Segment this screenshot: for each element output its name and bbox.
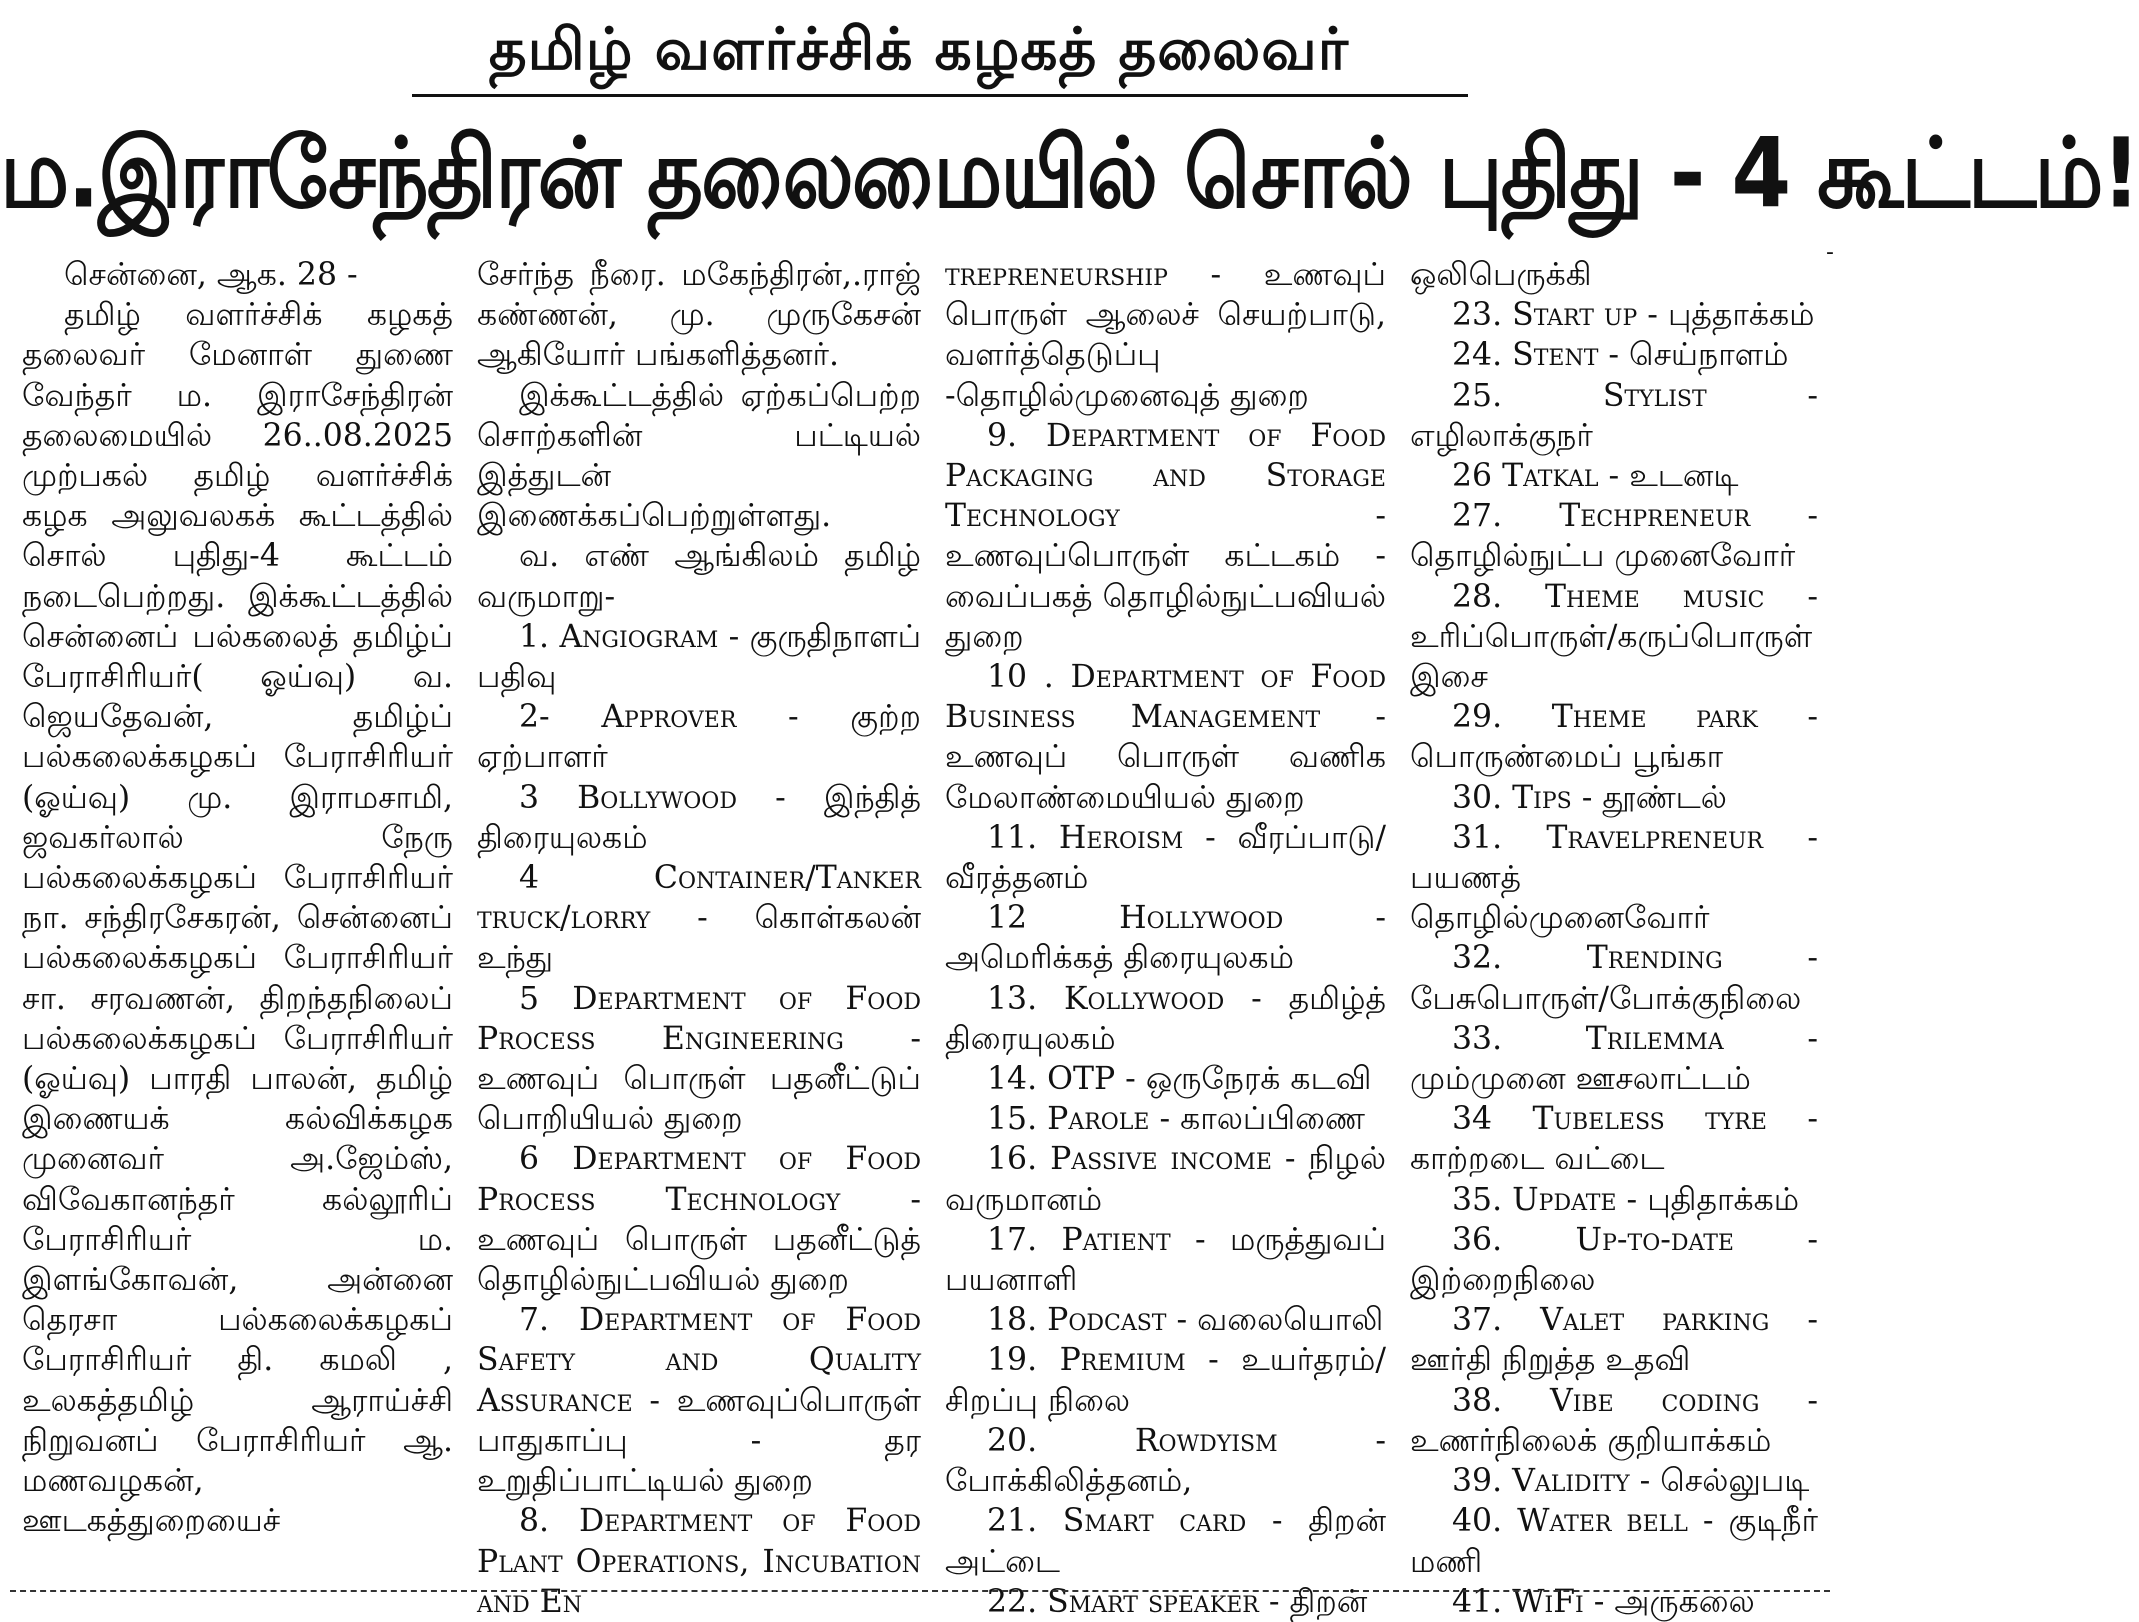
entry-tamil: உரிப்பொருள்/கருப்பொருள் இசை [1410, 618, 1813, 696]
entry-number: 9. [987, 417, 1018, 454]
entry-number: 19. [987, 1342, 1038, 1379]
entry-english: Stent [1512, 337, 1599, 374]
entry-number: 3 [519, 779, 540, 816]
entry-number: 18. [987, 1302, 1038, 1339]
entry-number: 27. [1452, 498, 1503, 535]
entry-english: Valet parking [1540, 1302, 1770, 1339]
list-entry: 38. Vibe coding - உணர்நிலைக் குறியாக்கம் [1410, 1382, 1819, 1459]
entry-tamil: காலப்பிணை [1180, 1101, 1365, 1138]
entry-tamil: தூண்டல் [1602, 779, 1727, 816]
entry-tamil: செல்லுபடி [1660, 1463, 1810, 1500]
paragraph-continuation: சேர்ந்த நீரை. மகேந்திரன்,.ராஜ் கண்ணன், மு. முருகேசன் ஆகியோர் பங்களித்தனர். [477, 257, 921, 374]
list-entry: 4 Container/Tanker truck/lorry - கொள்கலன் உந்து [477, 860, 921, 977]
entry-english: WiFi [1512, 1583, 1584, 1620]
entry-number: 39. [1452, 1463, 1503, 1500]
entry-tamil: பேசுபொருள்/போக்குநிலை [1410, 980, 1802, 1017]
entry-tamil: செய்நாளம் [1629, 337, 1789, 374]
entry-tamil: உணவுப் பொருள் பதனீட்டுத் தொழில்நுட்பவியல் துறை [477, 1221, 921, 1299]
list-entry-continuation: ஒலிபெருக்கி [1410, 257, 1592, 293]
list-entry: 25. Stylist - எழிலாக்குநர் [1410, 377, 1818, 454]
entry-english: Stylist [1602, 377, 1707, 414]
entry-number: 12 [987, 900, 1028, 937]
entry-number: 33. [1452, 1020, 1503, 1057]
entry-tamil: ஊர்தி நிறுத்த உதவி [1410, 1342, 1691, 1379]
list-entry: 27. Techpreneur - தொழில்நுட்ப முனைவோர் [1410, 498, 1818, 575]
entry-english: Rowdyism [1134, 1422, 1278, 1459]
entry-english: Trilemma [1585, 1020, 1724, 1057]
entry-english: Update [1512, 1181, 1617, 1218]
entry-english: Department of Food Plant Operations, Incubation and En [477, 1503, 921, 1620]
list-entry: 40. Water bell - குடிநீர் மணி [1410, 1503, 1818, 1580]
entry-number: 4 [519, 860, 540, 897]
entry-tamil: புதிதாக்கம் [1647, 1181, 1800, 1218]
list-entry: 37. Valet parking - ஊர்தி நிறுத்த உதவி [1410, 1302, 1818, 1379]
dateline: சென்னை, ஆக. 28 - [64, 257, 358, 293]
entry-tamil: உணவுப் பொருள் வணிக மேலாண்மையியல் துறை [945, 739, 1386, 816]
entry-number: 41. [1452, 1583, 1503, 1620]
entry-tamil: நிழல் வருமானம் [945, 1141, 1387, 1218]
entry-english: trepreneurship [945, 257, 1168, 293]
entry-number: 21. [987, 1503, 1038, 1540]
entry-number: 32. [1452, 940, 1503, 977]
column-1 [10, 255, 465, 1580]
list-entry: 1. Angiogram - குருதிநாளப் பதிவு [477, 618, 922, 696]
list-entry: 3 Bollywood - இந்தித் திரையுலகம் [477, 779, 921, 856]
entry-english: Tatkal [1502, 458, 1599, 495]
entry-tamil: குருதிநாளப் பதிவு [477, 618, 922, 696]
list-entry: 6 Department of Food Process Technology - உணவுப் பொருள் பதனீட்டுத் தொழில்நுட்பவியல் துறை [477, 1141, 921, 1299]
entry-tamil: திறன் அட்டை [945, 1503, 1386, 1580]
list-entry: 32. Trending - பேசுபொருள்/போக்குநிலை [1410, 940, 1818, 1017]
entry-tamil: திறன் [1289, 1583, 1368, 1620]
entry-number: 38. [1452, 1382, 1503, 1419]
entry-tamil: மும்முனை ஊசலாட்டம் [1410, 1061, 1751, 1098]
entry-english: Heroism [1058, 819, 1184, 856]
entry-tamil: தொழில்நுட்ப முனைவோர் [1410, 538, 1796, 575]
entry-number: 10 . [987, 659, 1054, 696]
word-list [477, 617, 921, 1622]
list-entry-continuation: trepreneurship - உணவுப் பொருள் ஆலைச் செயற்பாடு, வளர்த்தெடுப்பு -தொழில்முனைவுத் துறை [945, 257, 1386, 414]
entry-number: 1. [519, 618, 550, 655]
entry-number: 11. [987, 819, 1038, 856]
entry-number: 35. [1452, 1181, 1503, 1218]
list-entry: 20. Rowdyism - போக்கிலித்தனம், [945, 1422, 1386, 1500]
entry-tamil: காற்றடை வட்டை [1410, 1141, 1665, 1178]
article-body [10, 255, 1830, 1620]
entry-tamil: ஒருநேரக் கடவி [1145, 1061, 1372, 1098]
entry-english: Kollywood [1063, 980, 1225, 1017]
column-2 [465, 255, 933, 1620]
list-entry: 14. OTP - ஒருநேரக் கடவி [987, 1061, 1372, 1098]
list-entry: 13. Kollywood - தமிழ்த் திரையுலகம் [945, 980, 1387, 1057]
list-entry: 12 Hollywood - அமெரிக்கத் திரையுலகம் [945, 900, 1386, 977]
word-list [945, 416, 1386, 1622]
entry-number: 20. [987, 1422, 1038, 1459]
entry-tamil: உயர்தரம்/ சிறப்பு நிலை [945, 1342, 1387, 1419]
entry-number: 2- [519, 699, 550, 736]
entry-english: Bollywood [577, 779, 737, 816]
footer-dashed-rule [10, 1590, 1830, 1592]
entry-tamil: பொருண்மைப் பூங்கா [1410, 739, 1724, 776]
entry-tamil: பயணத் தொழில்முனைவோர் [1410, 860, 1710, 937]
headline-title: ம.இராசேந்திரன் தலைமையில் சொல் புதிது - 4 கூட்டம்! [0, 118, 2139, 231]
list-entry: 33. Trilemma - மும்முனை ஊசலாட்டம் [1410, 1020, 1818, 1098]
entry-english: Techpreneur [1559, 498, 1751, 535]
entry-english: Trending [1586, 940, 1723, 977]
entry-english: Container/Tanker truck/lorry [477, 860, 921, 937]
word-list [1410, 295, 1818, 1622]
entry-english: Hollywood [1119, 900, 1284, 937]
entry-number: 29. [1452, 699, 1503, 736]
entry-english: Vibe coding [1549, 1382, 1760, 1419]
list-entry: 31. Travelpreneur - பயணத் தொழில்முனைவோர் [1410, 819, 1818, 937]
entry-tamil: இற்றைநிலை [1410, 1262, 1596, 1299]
list-entry: 24. Stent - செய்நாளம் [1452, 337, 1789, 374]
intro-paragraph: தமிழ் வளர்ச்சிக் கழகத் தலைவர் மேனாள் துணை வேந்தர் ம. இராசேந்திரன் தலைமையில் 26..08.2025 முற்பகல் தமிழ் வளர்ச்சிக் கழக அலுவலகக் கூட்டத்தில் சொல் புதிது-4 கூட்டம் நடைபெற்றது. இக்கூட்டத்தில் சென்னைப் பல்கலைத் தமிழ்ப் பேராசிரியர்( ஓய்வு) வ. ஜெயதேவன், தமிழ்ப் பல்கலைக்கழகப் பேராசிரியர் (ஓய்வு) மு. இராமசாமி, ஜவகர்லால் நேரு பல்கலைக்கழகப் பேராசிரியர் நா. சந்திரசேகரன், சென்னைப் பல்கலைக்கழகப் பேராசிரியர் சா. சரவணன், திறந்தநிலைப் பல்கலைக்கழகப் பேராசிரியர் (ஓய்வு) பாரதி பாலன், தமிழ் இணையக் கல்விக்கழக முனைவர் அ.ஜேம்ஸ், விவேகானந்தர் கல்லூரிப் பேராசிரியர் ம. இளங்கோவன், அன்னை தெரசா பல்கலைக்கழகப் பேராசிரியர் தி. கமலி , உலகத்தமிழ் ஆராய்ச்சி நிறுவனப் பேராசிரியர் ஆ. மணவழகன், ஊடகத்துறையைச் [22, 297, 453, 1540]
list-entry: 28. Theme music - உரிப்பொருள்/கருப்பொருள் இசை [1410, 578, 1818, 696]
entry-number: 25. [1452, 377, 1503, 414]
edge-mark: - [1826, 240, 1834, 265]
list-entry: 29. Theme park - பொருண்மைப் பூங்கா [1410, 699, 1818, 776]
entry-number: 8. [519, 1503, 550, 1540]
list-entry: 7. Department of Food Safety and Quality Assurance - உணவுப்பொருள் பாதுகாப்பு - தர உறுதிப்பாட்டியல் துறை [477, 1302, 921, 1500]
entry-tamil: மருத்துவப் பயனாளி [945, 1221, 1387, 1299]
entry-tamil: குடிநீர் மணி [1410, 1503, 1818, 1580]
entry-english: Passive income [1050, 1141, 1272, 1178]
entry-number: 37. [1452, 1302, 1503, 1339]
entry-english: Up-to-date [1575, 1221, 1734, 1258]
entry-english: Smart card [1062, 1503, 1247, 1540]
entry-tamil: கொள்கலன் உந்து [477, 900, 921, 977]
list-entry: 36. Up-to-date - இற்றைநிலை [1410, 1221, 1818, 1299]
entry-english: OTP [1047, 1061, 1116, 1098]
entry-tamil: எழிலாக்குநர் [1410, 417, 1593, 454]
entry-tamil: உணவுப் பொருள் ஆலைச் செயற்பாடு, வளர்த்தெடுப்பு -தொழில்முனைவுத் துறை [945, 257, 1386, 414]
entry-english: Theme park [1551, 699, 1758, 736]
entry-number: 17. [987, 1221, 1038, 1258]
entry-english: Tubeless tyre [1532, 1101, 1767, 1138]
entry-tamil: போக்கிலித்தனம், [945, 1463, 1193, 1500]
entry-english: Patient [1061, 1221, 1171, 1258]
entry-number: 15. [987, 1101, 1038, 1138]
entry-english: Department of Food Packaging and Storage Technology [945, 417, 1386, 535]
list-entry: 26 Tatkal - உடனடி [1452, 458, 1739, 495]
entry-english: Department of Food Process Technology [477, 1141, 921, 1218]
list-entry: 19. Premium - உயர்தரம்/ சிறப்பு நிலை [945, 1342, 1387, 1419]
list-entry: 9. Department of Food Packaging and Storage Technology - உணவுப்பொருள் கட்டகம் - வைப்பகத் தொழில்நுட்பவியல் துறை [945, 417, 1386, 655]
list-entry: 16. Passive income - நிழல் வருமானம் [945, 1141, 1387, 1218]
entry-number: 36. [1452, 1221, 1503, 1258]
entry-english: Validity [1512, 1463, 1630, 1500]
list-entry: 10 . Department of Food Business Management - உணவுப் பொருள் வணிக மேலாண்மையியல் துறை [945, 659, 1386, 816]
entry-tamil: உணவுப்பொருள் கட்டகம் - வைப்பகத் தொழில்நுட்பவியல் துறை [945, 538, 1386, 655]
list-entry: 5 Department of Food Process Engineering - உணவுப் பொருள் பதனீட்டுப் பொறியியல் துறை [477, 980, 921, 1138]
list-entry: 11. Heroism - வீரப்பாடு/ வீரத்தனம் [945, 819, 1387, 897]
entry-number: 31. [1452, 819, 1503, 856]
entry-number: 14. [987, 1061, 1038, 1098]
list-entry: 30. Tips - தூண்டல் [1452, 779, 1727, 816]
entry-english: Theme music [1545, 578, 1765, 615]
entry-tamil: உடனடி [1629, 458, 1739, 495]
entry-tamil: அருகலை [1614, 1583, 1755, 1620]
entry-number: 13. [987, 980, 1038, 1017]
entry-number: 6 [519, 1141, 540, 1178]
list-entry: 23. Start up - புத்தாக்கம் [1452, 297, 1815, 334]
entry-tamil: வலையொலி [1197, 1302, 1384, 1339]
kicker-underline [412, 94, 1468, 97]
entry-tamil: உணவுப் பொருள் பதனீட்டுப் பொறியியல் துறை [477, 1061, 921, 1138]
entry-tamil: குற்ற ஏற்பாளர் [477, 699, 921, 776]
entry-number: 40. [1452, 1503, 1503, 1540]
entry-tamil: உணவுப்பொருள் பாதுகாப்பு - தர உறுதிப்பாட்டியல் துறை [477, 1382, 921, 1500]
list-header: வ. எண் ஆங்கிலம் தமிழ் வருமாறு- [477, 538, 921, 615]
entry-english: Podcast [1047, 1302, 1167, 1339]
entry-number: 30. [1452, 779, 1503, 816]
entry-english: Tips [1512, 779, 1572, 816]
headline-kicker: தமிழ் வளர்ச்சிக் கழகத் தலைவர் [488, 15, 1350, 83]
list-entry: 39. Validity - செல்லுபடி [1452, 1463, 1810, 1500]
entry-english: Department of Food Business Management [945, 659, 1386, 736]
entry-english: Water bell [1517, 1503, 1688, 1540]
entry-number: 23. [1452, 297, 1503, 334]
list-entry: 2- Approver - குற்ற ஏற்பாளர் [477, 699, 921, 776]
entry-tamil: வீரப்பாடு/ வீரத்தனம் [945, 819, 1387, 897]
list-entry: 17. Patient - மருத்துவப் பயனாளி [945, 1221, 1387, 1299]
entry-tamil: உணர்நிலைக் குறியாக்கம் [1410, 1422, 1772, 1459]
entry-number: 34 [1452, 1101, 1493, 1138]
entry-number: 24. [1452, 337, 1503, 374]
entry-english: Premium [1059, 1342, 1186, 1379]
entry-number: 22. [987, 1583, 1038, 1620]
entry-english: Department of Food Process Engineering [477, 980, 921, 1057]
list-entry: 35. Update - புதிதாக்கம் [1452, 1181, 1800, 1218]
column-4 [1398, 255, 1830, 1620]
entry-tamil: இந்தித் திரையுலகம் [477, 779, 921, 856]
entry-english: Start up [1512, 297, 1638, 334]
entry-number: 7. [519, 1302, 550, 1339]
entry-tamil: புத்தாக்கம் [1667, 297, 1815, 334]
entry-tamil: அமெரிக்கத் திரையுலகம் [945, 940, 1294, 977]
entry-english: Department of Food Safety and Quality Assurance [477, 1302, 921, 1419]
entry-number: 16. [987, 1141, 1038, 1178]
list-entry: 22. Smart speaker - திறன் [987, 1583, 1368, 1620]
entry-number: 28. [1452, 578, 1503, 615]
word-list-paragraph: இக்கூட்டத்தில் ஏற்கப்பெற்ற சொற்களின் பட்டியல் இத்துடன் இணைக்கப்பெற்றுள்ளது. [477, 377, 921, 535]
entry-number: 26 [1452, 458, 1493, 495]
entry-number: 5 [519, 980, 540, 1017]
list-entry: 41. WiFi - அருகலை [1452, 1583, 1755, 1620]
column-3 [933, 255, 1398, 1620]
list-entry [477, 1501, 921, 1622]
entry-english: Smart speaker [1047, 1583, 1259, 1620]
entry-tamil: தமிழ்த் திரையுலகம் [945, 980, 1387, 1057]
list-entry: 21. Smart card - திறன் அட்டை [945, 1503, 1386, 1580]
list-entry: 18. Podcast - வலையொலி [987, 1302, 1384, 1339]
entry-english: Angiogram [559, 618, 719, 655]
entry-english: Approver [601, 699, 737, 736]
entry-english: Parole [1047, 1101, 1150, 1138]
entry-english: Travelpreneur [1546, 819, 1764, 856]
list-entry: 34 Tubeless tyre - காற்றடை வட்டை [1410, 1101, 1818, 1178]
list-entry: 15. Parole - காலப்பிணை [987, 1101, 1365, 1138]
